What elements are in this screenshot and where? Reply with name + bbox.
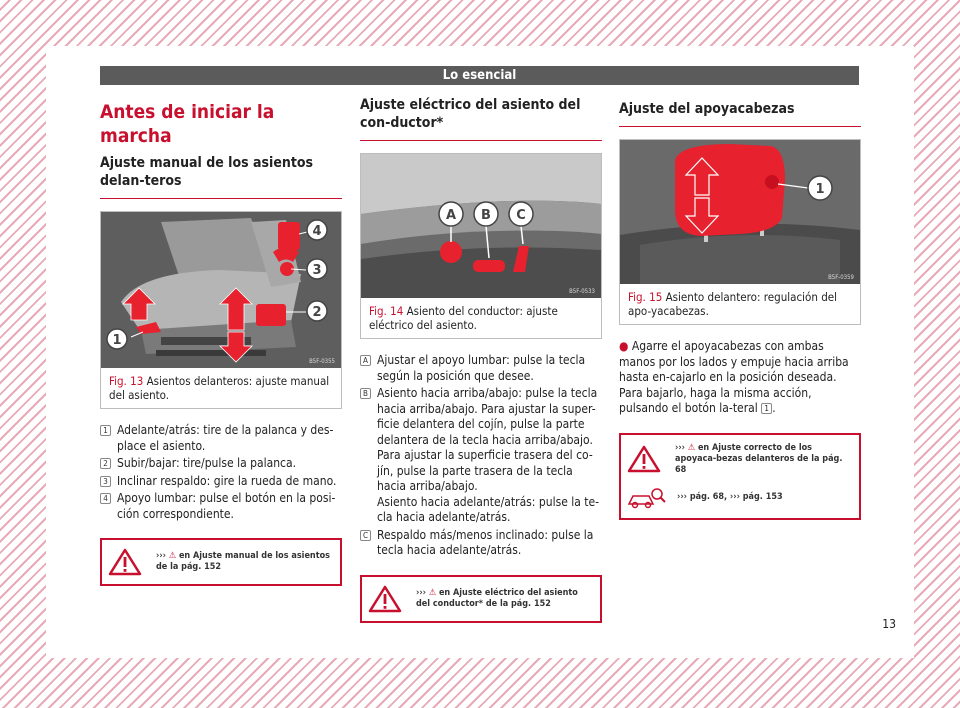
figure-caption-text: Asientos delanteros: ajuste manual del asiento. bbox=[109, 374, 330, 402]
warning-triangle-icon bbox=[108, 548, 142, 576]
figure-label: Fig. 13 bbox=[109, 374, 144, 388]
electric-seat-illustration bbox=[361, 154, 601, 298]
warning-link-text: en Ajuste eléctrico del asiento del conductor* de la pág. 152 bbox=[416, 587, 578, 609]
callout-1: 1 bbox=[112, 333, 122, 348]
list-item bbox=[363, 386, 602, 526]
warning-row bbox=[627, 443, 853, 476]
small-warning-icon: ⚠ bbox=[428, 587, 437, 598]
list-item bbox=[103, 456, 342, 472]
figure-14 bbox=[360, 153, 602, 339]
item-text: Apoyo lumbar: pulse el botón en la posi-ción correspondiente. bbox=[117, 491, 336, 521]
section-title-manual-seat: Ajuste manual de los asientos delan-teros bbox=[100, 154, 342, 199]
chevron-icon: ››› bbox=[156, 551, 167, 561]
headrest-illustration bbox=[620, 140, 860, 284]
callout-b: B bbox=[481, 208, 491, 223]
small-warning-icon: ⚠ bbox=[168, 551, 177, 561]
car-magnifier-icon bbox=[627, 486, 667, 510]
list-item bbox=[103, 423, 342, 454]
warning-triangle-icon bbox=[627, 445, 661, 473]
headrest-instruction bbox=[619, 339, 861, 417]
warning-reference[interactable] bbox=[416, 588, 594, 610]
bullet-icon: ● bbox=[619, 339, 629, 353]
item-text: Inclinar respaldo: gire la rueda de mano. bbox=[117, 473, 337, 488]
figure-caption-text: Asiento del conductor: ajuste eléctrico del asiento. bbox=[369, 304, 558, 332]
item-marker: 3 bbox=[100, 476, 111, 487]
headrest-photo bbox=[620, 140, 860, 284]
seat-photo bbox=[101, 212, 341, 368]
info-row bbox=[627, 486, 853, 510]
warning-triangle-icon bbox=[368, 585, 402, 613]
inline-callout-ref: 1 bbox=[761, 403, 772, 414]
list-item bbox=[103, 491, 342, 522]
warning-reference[interactable] bbox=[156, 551, 334, 573]
item-text: Respaldo más/menos inclinado: pulse la tecla hacia adelante/atrás. bbox=[377, 527, 594, 557]
callout-4: 4 bbox=[312, 224, 322, 239]
page-references[interactable]: ››› pág. 68, ››› pág. 153 bbox=[677, 492, 783, 502]
list-item bbox=[103, 473, 342, 490]
item-marker: 4 bbox=[100, 493, 111, 504]
section-header: Lo esencial bbox=[100, 66, 859, 85]
warning-box bbox=[619, 433, 861, 520]
figure-label: Fig. 15 bbox=[628, 290, 663, 304]
callout-2: 2 bbox=[312, 305, 322, 320]
figure-label: Fig. 14 bbox=[369, 304, 404, 318]
item-marker: 1 bbox=[100, 425, 111, 436]
figure-caption bbox=[101, 368, 341, 408]
page-number: 13 bbox=[882, 617, 896, 631]
item-text: Subir/bajar: tire/pulse la palanca. bbox=[117, 456, 297, 470]
figure-caption bbox=[620, 284, 860, 324]
section-title-electric-seat: Ajuste eléctrico del asiento del con-ductor* bbox=[360, 96, 602, 141]
warning-box bbox=[100, 538, 342, 586]
figure-caption bbox=[361, 298, 601, 338]
item-text-main: Asiento hacia arriba/abajo: pulse la tecla hacia arriba/abajo. Para ajustar la super-ficie delantera del cojín, pulse la parte delantera de la tecla hacia arriba/abajo. Para ajustar la superficie trasera del co-jín, pulse la parte trasera de la tecla hacia arriba/abajo. bbox=[377, 386, 598, 493]
item-marker: C bbox=[360, 530, 371, 541]
electric-seat-photo bbox=[361, 154, 601, 298]
small-warning-icon: ⚠ bbox=[687, 442, 696, 453]
figure-code: B5F-0355 bbox=[309, 358, 335, 365]
item-marker: B bbox=[360, 388, 371, 399]
figure-code: B5F-0533 bbox=[569, 288, 595, 295]
manual-seat-illustration bbox=[101, 212, 341, 368]
item-marker: 2 bbox=[100, 458, 111, 469]
column-electric-seat bbox=[360, 96, 602, 623]
callout-c: C bbox=[516, 208, 526, 223]
chevron-icon: ››› bbox=[675, 442, 686, 453]
item-text-extra: Asiento hacia adelante/atrás: pulse la te-cla hacia adelante/atrás. bbox=[377, 494, 600, 524]
warning-reference[interactable] bbox=[675, 443, 853, 476]
instruction-text: Agarre el apoyacabezas con ambas manos por los lados y empuje hacia arriba hasta en-cajarlo en la posición deseada. Para bajarlo, haga la misma acción, pulsando el botón la-teral bbox=[619, 339, 849, 415]
figure-caption-text: Asiento delantero: regulación del apo-yacabezas. bbox=[628, 290, 838, 318]
callout-a: A bbox=[445, 208, 457, 223]
warning-link-text: en Ajuste correcto de los apoyaca-bezas delanteros de la pág. 68 bbox=[675, 442, 843, 475]
column-manual-seat bbox=[100, 96, 342, 586]
list-item bbox=[363, 353, 602, 384]
item-text bbox=[377, 386, 602, 526]
list-item bbox=[362, 527, 602, 559]
figure-code: B5F-0359 bbox=[828, 274, 854, 281]
figure-15 bbox=[619, 139, 861, 325]
chapter-title: Antes de iniciar la marcha bbox=[100, 101, 275, 147]
chevron-icon: ››› bbox=[416, 587, 427, 598]
section-title-headrest: Ajuste del apoyacabezas bbox=[619, 100, 861, 127]
item-text: Adelante/atrás: tire de la palanca y des-place el asiento. bbox=[117, 423, 334, 453]
column-headrest bbox=[619, 96, 861, 520]
figure-13 bbox=[100, 211, 342, 409]
item-text: Ajustar el apoyo lumbar: pulse la tecla según la posición que desee. bbox=[377, 353, 586, 383]
item-marker: A bbox=[360, 355, 371, 366]
instruction-list bbox=[100, 423, 342, 522]
warning-link-text: en Ajuste manual de los asientos de la pág. 152 bbox=[156, 551, 330, 572]
warning-box bbox=[360, 575, 602, 623]
callout-1: 1 bbox=[815, 182, 825, 197]
instruction-end: . bbox=[772, 401, 776, 415]
callout-3: 3 bbox=[312, 263, 322, 278]
instruction-list bbox=[360, 353, 602, 559]
